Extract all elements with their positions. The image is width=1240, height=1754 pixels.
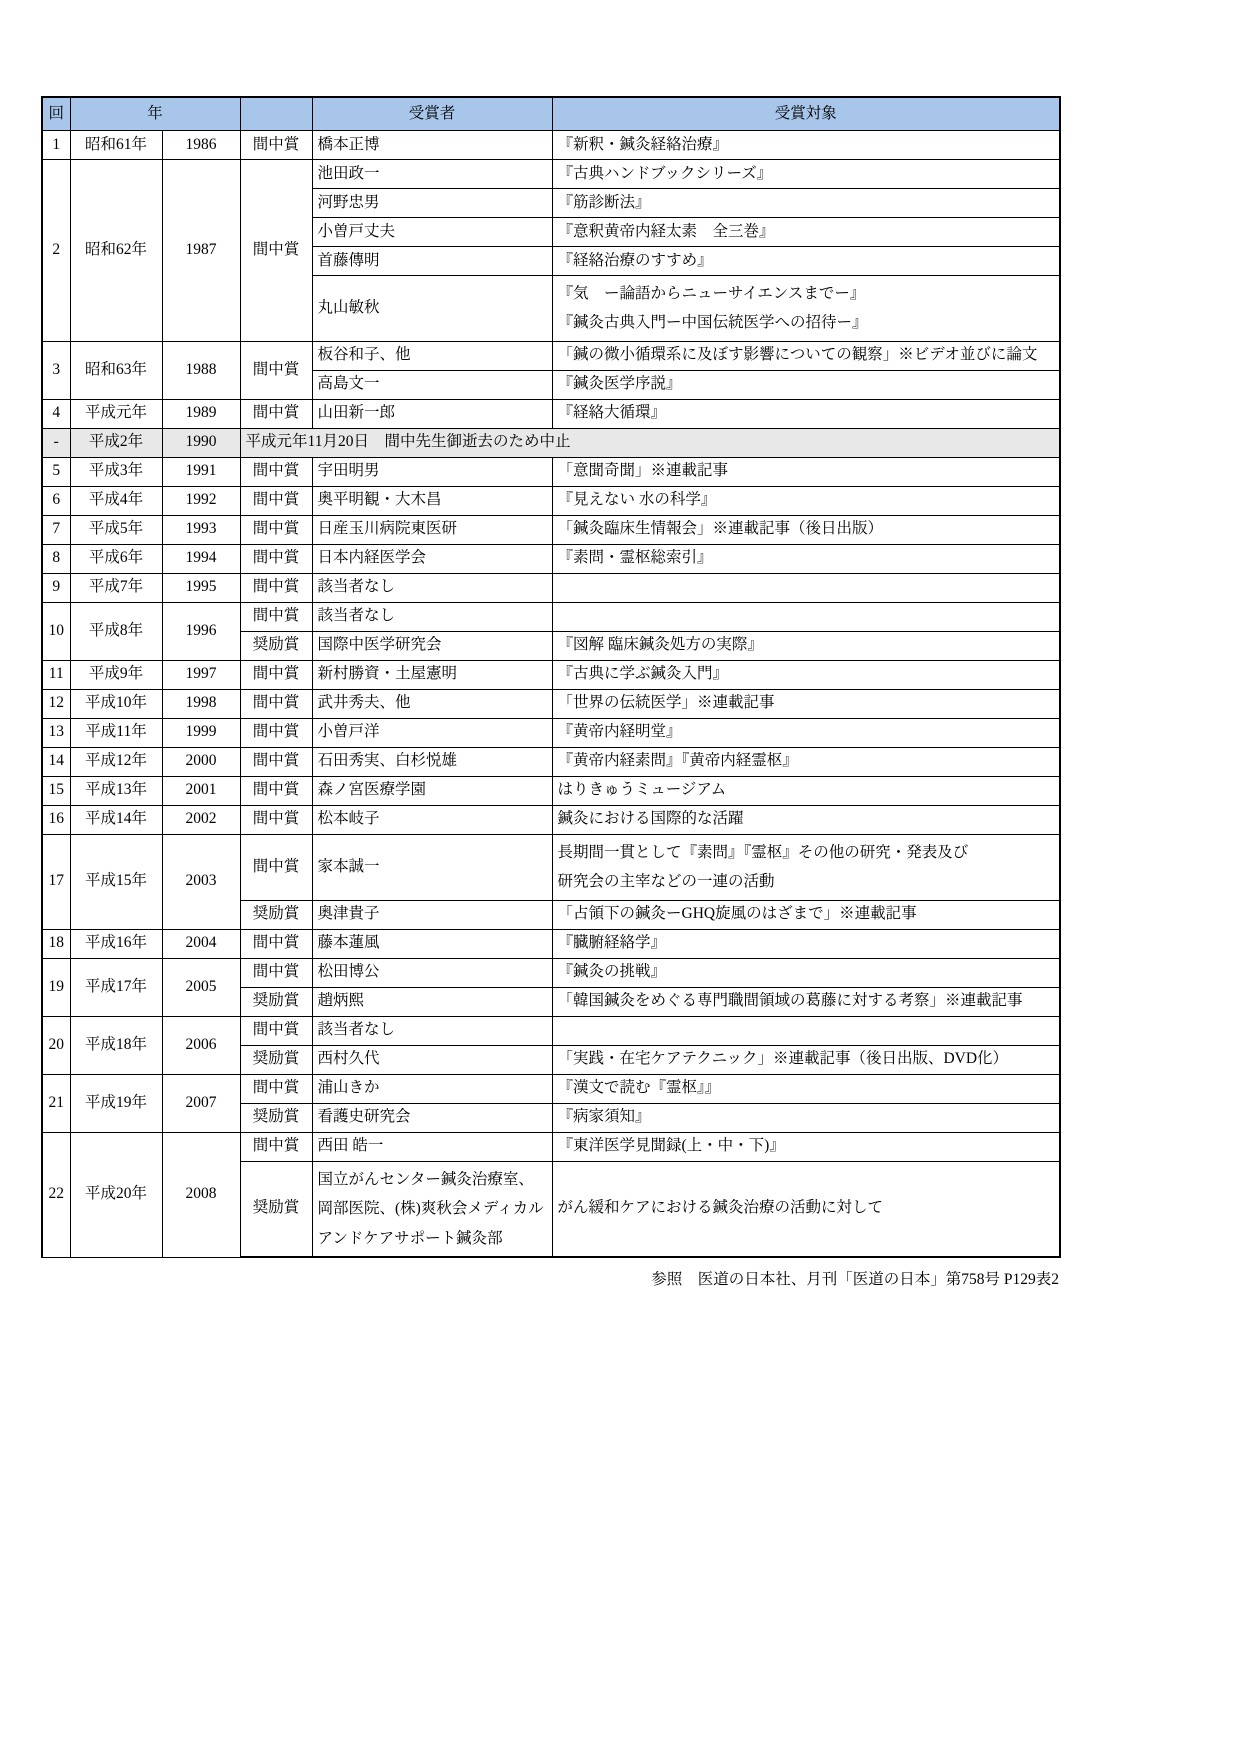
- cell-round: 20: [42, 1016, 70, 1074]
- cell-round: 19: [42, 958, 70, 1016]
- cell-round: 18: [42, 929, 70, 958]
- cell-seireki-year: 2002: [162, 805, 240, 834]
- cell-wareki-year: 平成5年: [70, 515, 162, 544]
- cell-wareki-year: 平成20年: [70, 1132, 162, 1257]
- cell-subject: 『黄帝内経明堂』: [552, 718, 1060, 747]
- cell-subject: 「意聞奇聞」※連載記事: [552, 457, 1060, 486]
- table-row: [42, 131, 1060, 160]
- cell-recipient: 該当者なし: [312, 1016, 552, 1045]
- cell-seireki-year: 1996: [162, 602, 240, 660]
- cell-subject: 『筋診断法』: [552, 189, 1060, 218]
- table-row: [42, 747, 1060, 776]
- cell-seireki-year: 1986: [162, 131, 240, 160]
- cell-seireki-year: 2004: [162, 929, 240, 958]
- cell-recipient: 森ノ宮医療学園: [312, 776, 552, 805]
- cell-seireki-year: 1987: [162, 160, 240, 342]
- cell-round: 15: [42, 776, 70, 805]
- cell-award-type: 間中賞: [240, 958, 312, 987]
- cell-wareki-year: 平成10年: [70, 689, 162, 718]
- cell-wareki-year: 平成元年: [70, 399, 162, 428]
- cell-wareki-year: 平成8年: [70, 602, 162, 660]
- cell-wareki-year: 昭和61年: [70, 131, 162, 160]
- cell-recipient: 首藤傳明: [312, 247, 552, 276]
- column-header-subject: 受賞対象: [552, 97, 1060, 131]
- table-row: [42, 160, 1060, 189]
- cell-subject: 「占領下の鍼灸ーGHQ旋風のはざまで」※連載記事: [552, 900, 1060, 929]
- cell-subject: 『病家須知』: [552, 1103, 1060, 1132]
- cell-recipient: 河野忠男: [312, 189, 552, 218]
- cell-seireki-year: 1994: [162, 544, 240, 573]
- cell-round: 16: [42, 805, 70, 834]
- cell-recipient: 丸山敏秋: [312, 276, 552, 342]
- recipient-line: 国立がんセンター鍼灸治療室、: [317, 1170, 534, 1188]
- cell-recipient: 日本内経医学会: [312, 544, 552, 573]
- cell-recipient: 板谷和子、他: [312, 341, 552, 370]
- cell-wareki-year: 平成2年: [70, 428, 162, 457]
- cell-award-type: 間中賞: [240, 544, 312, 573]
- cell-wareki-year: 平成3年: [70, 457, 162, 486]
- table-row: [42, 399, 1060, 428]
- cell-recipient: 新村勝資・土屋憲明: [312, 660, 552, 689]
- cell-wareki-year: 平成11年: [70, 718, 162, 747]
- cell-award-type: 奨励賞: [240, 900, 312, 929]
- table-row: [42, 457, 1060, 486]
- cell-award-type: 間中賞: [240, 660, 312, 689]
- table-row: [42, 1074, 1060, 1103]
- cell-recipient: 該当者なし: [312, 573, 552, 602]
- cell-seireki-year: 1988: [162, 341, 240, 399]
- cell-award-type: 間中賞: [240, 805, 312, 834]
- cell-subject: はりきゅうミュージアム: [552, 776, 1060, 805]
- cell-subject: [552, 573, 1060, 602]
- award-history-table: [41, 96, 1061, 1258]
- cell-seireki-year: 2001: [162, 776, 240, 805]
- cell-subject: 『鍼灸医学序説』: [552, 370, 1060, 399]
- cell-subject: 「世界の伝統医学」※連載記事: [552, 689, 1060, 718]
- cell-round: 1: [42, 131, 70, 160]
- cell-award-type: 間中賞: [240, 341, 312, 399]
- cell-subject: 『素問・霊枢総索引』: [552, 544, 1060, 573]
- cell-award-type: 間中賞: [240, 689, 312, 718]
- cell-recipient: 石田秀実、白杉悦雄: [312, 747, 552, 776]
- cell-recipient: 小曽戸丈夫: [312, 218, 552, 247]
- cell-wareki-year: 平成9年: [70, 660, 162, 689]
- cell-recipient: 小曽戸洋: [312, 718, 552, 747]
- cell-award-type: 間中賞: [240, 573, 312, 602]
- cell-seireki-year: 2008: [162, 1132, 240, 1257]
- cell-subject: 『黄帝内経素問』『黄帝内経霊枢』: [552, 747, 1060, 776]
- table-row: [42, 776, 1060, 805]
- cell-subject: 「韓国鍼灸をめぐる専門職間領域の葛藤に対する考察」※連載記事: [552, 987, 1060, 1016]
- cell-subject: 『鍼灸の挑戦』: [552, 958, 1060, 987]
- cell-award-type: 間中賞: [240, 515, 312, 544]
- cell-award-type: 間中賞: [240, 1016, 312, 1045]
- cell-subject: [552, 602, 1060, 631]
- cell-wareki-year: 平成6年: [70, 544, 162, 573]
- cell-award-type: 間中賞: [240, 929, 312, 958]
- cell-subject: 『東洋医学見聞録(上・中・下)』: [552, 1132, 1060, 1161]
- table-row: [42, 660, 1060, 689]
- cell-recipient: 松田博公: [312, 958, 552, 987]
- cell-subject: 「鍼灸臨床生情報会」※連載記事（後日出版）: [552, 515, 1060, 544]
- table-row: [42, 428, 1060, 457]
- cell-award-type: 間中賞: [240, 747, 312, 776]
- cell-subject: 『経絡治療のすすめ』: [552, 247, 1060, 276]
- cell-round: 10: [42, 602, 70, 660]
- cell-recipient: 家本誠一: [312, 834, 552, 900]
- cell-recipient: 看護史研究会: [312, 1103, 552, 1132]
- cell-recipient: 高島文一: [312, 370, 552, 399]
- cell-recipient: 奥平明観・大木昌: [312, 486, 552, 515]
- cell-wareki-year: 平成16年: [70, 929, 162, 958]
- cell-round: 11: [42, 660, 70, 689]
- table-row: [42, 544, 1060, 573]
- table-row: [42, 515, 1060, 544]
- cell-wareki-year: 昭和62年: [70, 160, 162, 342]
- subject-line: 『鍼灸古典入門ー中国伝統医学への招待ー』: [557, 314, 868, 332]
- cell-subject: 「鍼の微小循環系に及ぼす影響についての観察」※ビデオ並びに論文: [552, 341, 1060, 370]
- cell-round: 6: [42, 486, 70, 515]
- cell-recipient: 国際中医学研究会: [312, 631, 552, 660]
- cell-seireki-year: 2003: [162, 834, 240, 929]
- cell-round: 4: [42, 399, 70, 428]
- cell-award-type: 間中賞: [240, 160, 312, 342]
- cell-recipient: 西田 皓一: [312, 1132, 552, 1161]
- cell-recipient: 宇田明男: [312, 457, 552, 486]
- cell-award-type: 奨励賞: [240, 1103, 312, 1132]
- table-row: [42, 834, 1060, 900]
- cell-seireki-year: 1999: [162, 718, 240, 747]
- cell-subject: 『図解 臨床鍼灸処方の実際』: [552, 631, 1060, 660]
- cell-subject: 『臓腑経絡学』: [552, 929, 1060, 958]
- cell-seireki-year: 2005: [162, 958, 240, 1016]
- column-header-year: 年: [70, 97, 240, 131]
- cell-subject: 『漢文で読む『霊枢』』: [552, 1074, 1060, 1103]
- cell-seireki-year: 1992: [162, 486, 240, 515]
- cell-award-type: 間中賞: [240, 834, 312, 900]
- cell-round: 2: [42, 160, 70, 342]
- cell-round: 22: [42, 1132, 70, 1257]
- cell-award-type: 間中賞: [240, 457, 312, 486]
- cell-subject: 『経絡大循環』: [552, 399, 1060, 428]
- cell-round: 14: [42, 747, 70, 776]
- cell-round: 3: [42, 341, 70, 399]
- cell-subject: 鍼灸における国際的な活躍: [552, 805, 1060, 834]
- table-row: [42, 689, 1060, 718]
- cell-subject: [552, 276, 1060, 342]
- table-body: [42, 131, 1060, 1258]
- table-row: [42, 602, 1060, 631]
- cell-round: 8: [42, 544, 70, 573]
- header-row: [42, 97, 1060, 131]
- cell-award-type: 間中賞: [240, 718, 312, 747]
- cell-subject: がん緩和ケアにおける鍼灸治療の活動に対して: [552, 1161, 1060, 1257]
- cell-recipient: 奥津貴子: [312, 900, 552, 929]
- cell-round: 5: [42, 457, 70, 486]
- cell-wareki-year: 平成7年: [70, 573, 162, 602]
- cell-award-type: 間中賞: [240, 776, 312, 805]
- cell-recipient: [312, 1161, 552, 1257]
- cell-round: 21: [42, 1074, 70, 1132]
- source-footnote: 参照 医道の日本社、月刊「医道の日本」第758号 P129表2: [651, 1271, 1059, 1289]
- cell-cancellation-note: 平成元年11月20日 間中先生御逝去のため中止: [240, 428, 1060, 457]
- cell-wareki-year: 平成19年: [70, 1074, 162, 1132]
- cell-round: 12: [42, 689, 70, 718]
- cell-award-type: 間中賞: [240, 602, 312, 631]
- cell-seireki-year: 1991: [162, 457, 240, 486]
- cell-recipient: 該当者なし: [312, 602, 552, 631]
- table-row: [42, 573, 1060, 602]
- cell-recipient: 山田新一郎: [312, 399, 552, 428]
- cell-wareki-year: 平成15年: [70, 834, 162, 929]
- cell-wareki-year: 平成4年: [70, 486, 162, 515]
- cell-wareki-year: 平成18年: [70, 1016, 162, 1074]
- table-row: [42, 1132, 1060, 1161]
- cell-wareki-year: 平成14年: [70, 805, 162, 834]
- cell-recipient: 浦山きか: [312, 1074, 552, 1103]
- cell-seireki-year: 1995: [162, 573, 240, 602]
- cell-subject: [552, 834, 1060, 900]
- table-row: [42, 958, 1060, 987]
- table-row: [42, 718, 1060, 747]
- cell-wareki-year: 平成12年: [70, 747, 162, 776]
- cell-award-type: 間中賞: [240, 1132, 312, 1161]
- subject-line: 『気 ー論語からニューサイエンスまでー』: [557, 285, 866, 302]
- cell-award-type: 間中賞: [240, 486, 312, 515]
- cell-award-type: 間中賞: [240, 131, 312, 160]
- cell-wareki-year: 平成17年: [70, 958, 162, 1016]
- cell-recipient: 藤本蓮風: [312, 929, 552, 958]
- cell-award-type: 奨励賞: [240, 1161, 312, 1257]
- cell-award-type: 奨励賞: [240, 1045, 312, 1074]
- column-header-round: 回: [42, 97, 70, 131]
- cell-round: 13: [42, 718, 70, 747]
- cell-recipient: 松本岐子: [312, 805, 552, 834]
- cell-recipient: 日産玉川病院東医研: [312, 515, 552, 544]
- cell-seireki-year: 1993: [162, 515, 240, 544]
- cell-subject: 『見えない 水の科学』: [552, 486, 1060, 515]
- cell-round: 7: [42, 515, 70, 544]
- cell-award-type: 奨励賞: [240, 631, 312, 660]
- cell-recipient: 西村久代: [312, 1045, 552, 1074]
- cell-recipient: 池田政一: [312, 160, 552, 189]
- cell-seireki-year: 2007: [162, 1074, 240, 1132]
- cell-recipient: 橋本正博: [312, 131, 552, 160]
- cell-seireki-year: 1990: [162, 428, 240, 457]
- recipient-line: 岡部医院、(株)爽秋会メディカル: [317, 1200, 544, 1218]
- table-header: [42, 97, 1060, 131]
- cell-round: 17: [42, 834, 70, 929]
- cell-recipient: 武井秀夫、他: [312, 689, 552, 718]
- cell-recipient: 趙炳熙: [312, 987, 552, 1016]
- subject-line: 研究会の主宰などの一連の活動: [557, 873, 775, 891]
- cell-subject: [552, 1016, 1060, 1045]
- column-header-recipient: 受賞者: [312, 97, 552, 131]
- cell-subject: 『新釈・鍼灸経絡治療』: [552, 131, 1060, 160]
- cell-award-type: 奨励賞: [240, 987, 312, 1016]
- cell-round: 9: [42, 573, 70, 602]
- cell-wareki-year: 平成13年: [70, 776, 162, 805]
- cell-round: -: [42, 428, 70, 457]
- subject-line: 長期間一貫として『素問』『霊枢』その他の研究・発表及び: [557, 843, 969, 861]
- cell-subject: 『意釈黄帝内経太素 全三巻』: [552, 218, 1060, 247]
- cell-subject: 『古典に学ぶ鍼灸入門』: [552, 660, 1060, 689]
- table-row: [42, 1016, 1060, 1045]
- cell-seireki-year: 1997: [162, 660, 240, 689]
- cell-award-type: 間中賞: [240, 399, 312, 428]
- cell-award-type: 間中賞: [240, 1074, 312, 1103]
- recipient-line: アンドケアサポート鍼灸部: [317, 1229, 503, 1247]
- cell-subject: 「実践・在宅ケアテクニック」※連載記事（後日出版、DVD化）: [552, 1045, 1060, 1074]
- cell-wareki-year: 昭和63年: [70, 341, 162, 399]
- column-header-award-type: [240, 97, 312, 131]
- cell-seireki-year: 1989: [162, 399, 240, 428]
- table-row: [42, 341, 1060, 370]
- table-row: [42, 805, 1060, 834]
- cell-seireki-year: 2006: [162, 1016, 240, 1074]
- cell-seireki-year: 2000: [162, 747, 240, 776]
- cell-seireki-year: 1998: [162, 689, 240, 718]
- table-row: [42, 486, 1060, 515]
- table-row: [42, 929, 1060, 958]
- cell-subject: 『古典ハンドブックシリーズ』: [552, 160, 1060, 189]
